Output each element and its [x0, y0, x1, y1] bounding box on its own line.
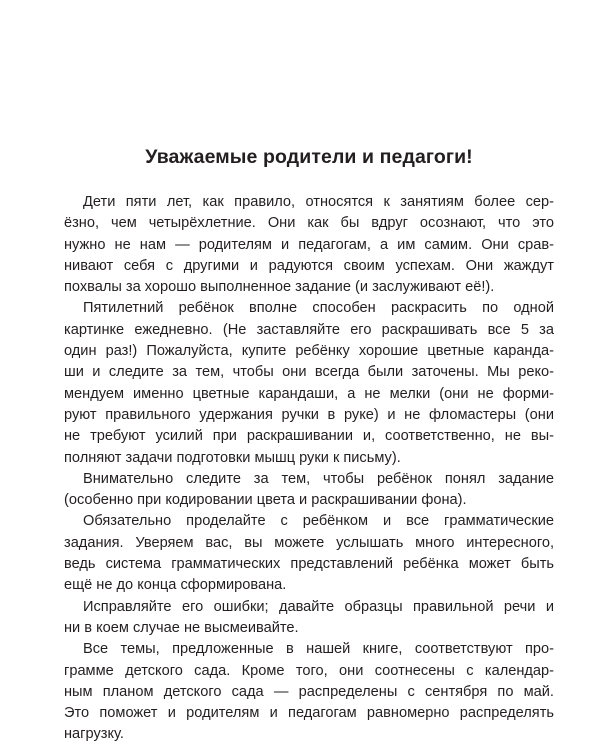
- body-paragraph: [64, 192, 554, 298]
- page-title: Уважаемые родители и педагоги!: [145, 146, 473, 168]
- body-paragraph: [64, 511, 554, 596]
- text-line: нужно не нам — родителям и педагогам, а им самим. Они срав-: [64, 236, 554, 253]
- body-paragraph: [64, 639, 554, 745]
- text-line: не требуют усилий при раскрашивании и, соответственно, не вы-: [64, 428, 554, 445]
- body-paragraph: [64, 597, 554, 640]
- text-line: полняют задачи подготовки мышц руки к письму).: [64, 449, 401, 466]
- body-paragraph: [64, 298, 554, 468]
- text-line: Дети пяти лет, как правило, относятся к занятиям более сер-: [83, 194, 554, 210]
- text-line: ёзно, чем четырёхлетние. Они как бы вдруг осознают, что это: [64, 215, 554, 232]
- text-line: ведь система грамматических представлений ребёнка может быть: [64, 556, 554, 573]
- text-line: Обязательно проделайте с ребёнком и все грамматические: [83, 513, 554, 530]
- text-line: Это поможет и родителям и педагогам равномерно распределять: [64, 705, 554, 722]
- text-line: (особенно при кодировании цвета и раскрашивании фона).: [64, 492, 467, 509]
- text-line: мендуем именно цветные карандаши, а не мелки (они не форми-: [64, 385, 554, 402]
- body-paragraph: [64, 469, 554, 512]
- text-line: руют правильного удержания ручки в руке) и не фломастеры (они: [64, 406, 554, 423]
- text-line: Пятилетний ребёнок вполне способен раскрасить по одной: [83, 300, 554, 317]
- body-text: [64, 192, 554, 746]
- text-line: ным планом детского сада — распределены с сентября по май.: [64, 683, 554, 700]
- text-line: похвалы за хорошо выполненное задание (и заслуживают её!).: [64, 279, 495, 296]
- text-line: Исправляйте его ошибки; давайте образцы правильной речи и: [83, 598, 554, 615]
- text-line: ни в коем случае не высмеивайте.: [64, 619, 299, 636]
- text-line: нивают себя с другими и радуются своим успехам. Они жаждут: [64, 257, 554, 274]
- document-page: [64, 144, 554, 746]
- text-line: один раз!) Пожалуйста, купите ребёнку хорошие цветные каранда-: [64, 343, 554, 360]
- text-line: грамме детского сада. Кроме того, они соотнесены с календар-: [64, 662, 554, 679]
- text-line: Внимательно следите за тем, чтобы ребёнок понял задание: [83, 470, 554, 487]
- text-line: ещё не до конца сформирована.: [64, 577, 287, 594]
- text-line: ши и следите за тем, чтобы они всегда были заточены. Мы реко-: [64, 364, 554, 381]
- text-line: нагрузку.: [64, 726, 124, 743]
- text-line: картинке ежедневно. (Не заставляйте его раскрашивать все 5 за: [64, 321, 554, 338]
- text-line: Все темы, предложенные в нашей книге, соответствуют про-: [83, 641, 554, 658]
- text-line: задания. Уверяем вас, вы можете услышать много интересного,: [64, 534, 554, 551]
